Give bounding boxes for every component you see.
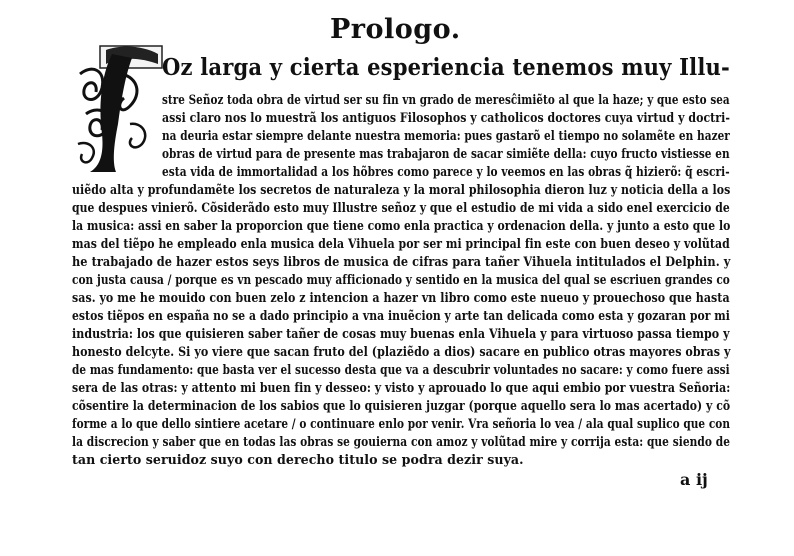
text-line: la discrecion y saber que en todas las obras se gouierna con amoz y volũtad mire y corrija esta: que siendo de [72, 434, 731, 449]
prologue-heading: Prologo. [330, 14, 461, 45]
text-line: sera de las otras: y attento mi buen fin y desseo: y visto y aprouado lo que aqui embio por vuestra Señoria: [72, 380, 731, 395]
text-line: honesto delcyte. Si yo viere que sacan fruto del (plaziẽdo a dios) sacare en publico otras mayores obras y [72, 344, 731, 359]
text-line: industria: los que quisieren saber tañer de cosas muy buenas enla Vihuela y para virtuoso passa tiempo y [72, 326, 730, 341]
signature-mark: a ij [680, 470, 708, 489]
text-line: cõsentire la determinacion de los sabios que lo quisieren juzgar (porque aquello sera lo mas acertado) y cõ [72, 398, 731, 413]
text-line: de mas fundamento: que basta ver el sucesso desta que va a descubrir voluntades no sacare: y como fuere assi [72, 362, 730, 377]
text-line: la musica: assi en saber la proporcion que tiene como enla practica y ordenacion della. y junto a esto que lo [72, 218, 731, 233]
text-line: con justa causa / porque es vn pescado muy afficionado y sentido en la musica del qual se escriuen grandes co [72, 272, 730, 287]
text-line: sas. yo me he mouido con buen zelo z intencion a hazer vn libro como este nueuo y prouechoso que hasta [72, 290, 730, 305]
text-line: assi claro nos lo muestrã los antiguos Filosophos y catholicos doctores cuya virtud y doctri- [162, 110, 730, 125]
text-line: na deuria estar siempre delante nuestra memoria: pues gastarõ el tiempo no solamẽte en hazer [162, 128, 730, 143]
text-line: forme a lo que dello sintiere acetare / o continuare enlo por venir. Vra señoria lo vea / ala qual suplico que con [72, 416, 731, 431]
text-line: que despues vinierõ. Cõsiderãdo esto muy Illustre señoz y que el estudio de mi vida a sido enel exercicio de [72, 200, 730, 215]
text-line: mas del tiẽpo he empleado enla musica dela Vihuela por ser mi principal fin este con buen deseo y volũtad [72, 236, 730, 251]
opening-line: Oz larga y cierta esperiencia tenemos muy Illu- [162, 54, 730, 81]
text-line: obras de virtud para de presente mas trabajaron de sacar simiẽte della: cuyo fructo vistiesse en [162, 146, 730, 161]
decorated-initial-p [72, 44, 164, 176]
text-line: he trabajado de hazer estos seys libros de musica de cifras para tañer Vihuela intitulados el Delphin. y [72, 254, 731, 269]
text-line: stre Señoz toda obra de virtud ser su fin vn grado de meresĉimiẽto al que la haze; y que esto sea [162, 92, 730, 107]
text-line: uiẽdo alta y profundamẽte los secretos de naturaleza y la moral philosophia dieron luz y noticia della a los [72, 182, 731, 197]
text-line: esta vida de immortalidad a los hõbres como parece y lo veemos en las obras q̃ hizierõ: q̃ escri- [162, 164, 730, 179]
text-line: tan cierto seruidoz suyo con derecho titulo se podra dezir suya. [72, 452, 524, 467]
text-line: estos tiẽpos en españa no se a dado principio a vna inuẽcion y arte tan delicada como esta y gozaran por mi [72, 308, 730, 323]
